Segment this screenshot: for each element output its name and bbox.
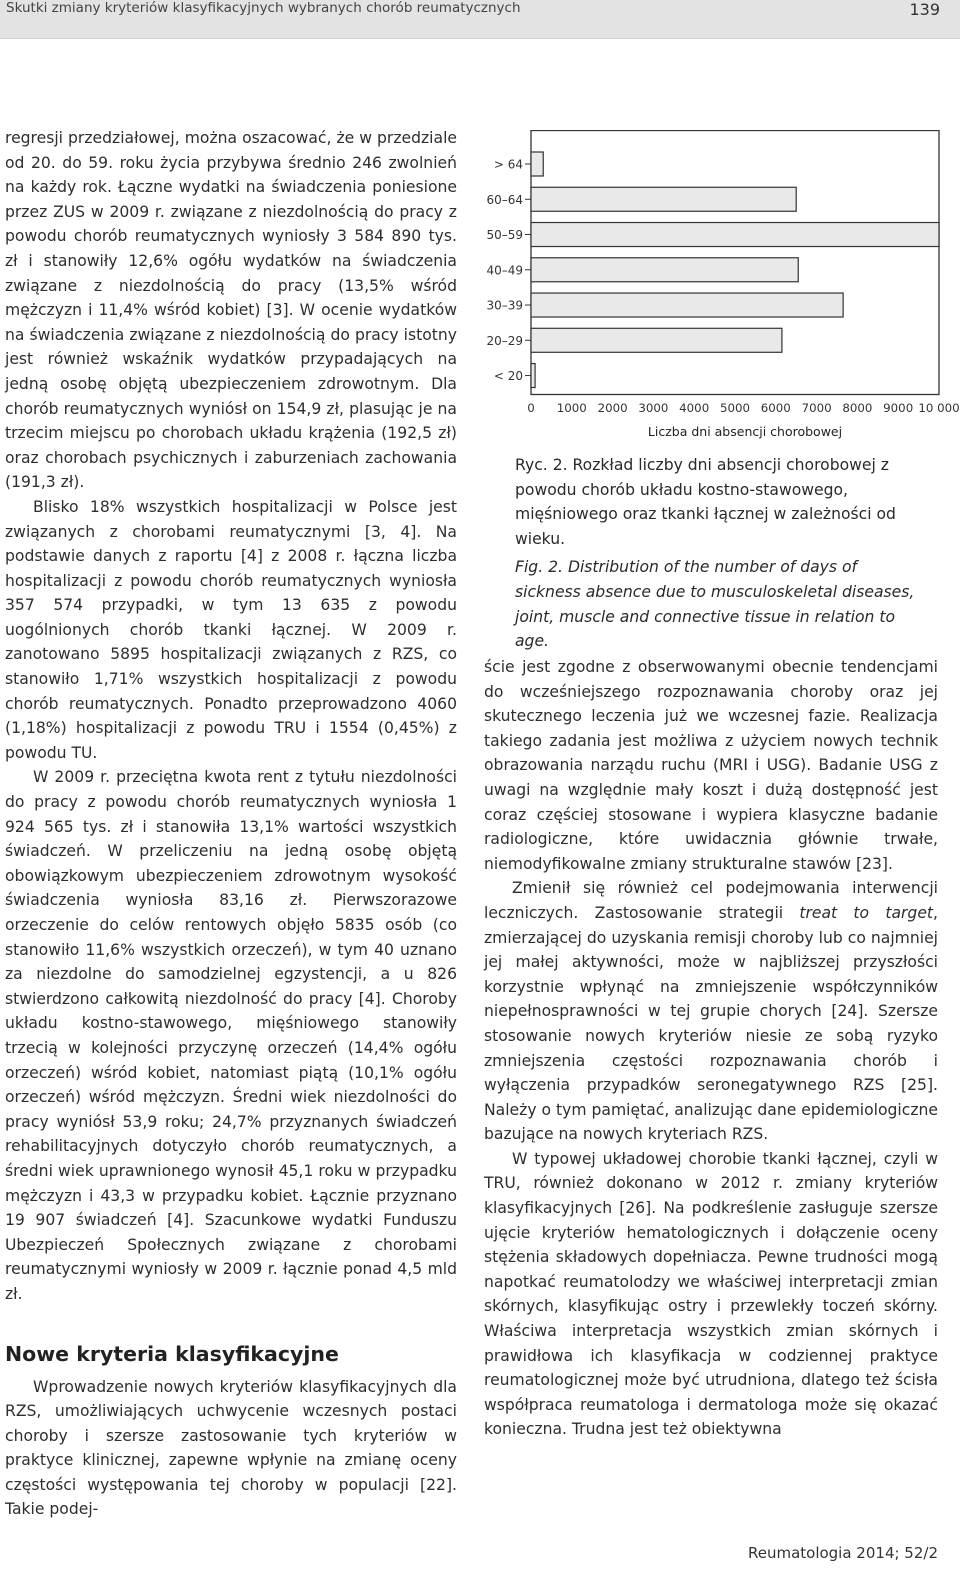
paragraph: W 2009 r. przeciętna kwota rent z tytułu niezdolności do pracy z powodu chorób reumatycznych wyniosła 1 924 565 tys. zł i stanowiła 13,1% wartości wszystkich świadczeń. W przeliczeniu na jedną osobę objętą obowiązkowym ubezpieczeniem zdrowotnym wysokość świadczenia wyniosła 83,16 zł. Pierwszorazowe orzeczenie do celów rentowych objęło 5835 osób (co stanowiło 11,6% wszystkich orzeczeń), w tym 40 uznano za niezdolne do samodzielnej egzystencji, a u 826 stwierdzono całkowitą niezdolność do pracy [4]. Choroby układu kostno-stawowego, mięśniowego stanowiły trzecią w kolejności przyczynę orzeczeń (14,4% ogółu orzeczeń) wśród kobiet, natomiast piątą (10,1% ogółu orzeczeń) wśród mężczyzn. Średni wiek niezdolności do pracy wyniósł 53,9 roku; 24,7% przyznanych świadczeń rehabilitacyjnych dotyczyło chorób reumatycznych, a średni wiek uprawnionego wynosił 45,1 roku w przypadku mężczyzn i 43,3 w przypadku kobiet. Łącznie przyznano 19 907 świadczeń [4]. Szacunkowe wydatki Funduszu Ubezpieczeń Społecznych związane z chorobami reumatycznymi wyniosły w 2009 r. łącznie ponad 4,5 mld zł. [5,768,457,1303]
y-tick-label: > 64 [493,157,523,172]
paragraph: regresji przedziałowej, można oszacować, że w przedziale od 20. do 59. roku życia przybywa średnio 246 zwolnień na każdy rok. Łączne wydatki na świadczenia poniesione przez ZUS w 2009 r. związane z niezdolnością do pracy z powodu chorób reumatycznych wyniosły 3 584 890 tys. zł i stanowiły 12,6% ogółu wydatków na świadczenia związane z niezdolnością do pracy (13,5% wśród mężczyzn i 11,4% wśród kobiet) [3]. W ocenie wydatków na świadczenia związane z niezdolnością do pracy istotny jest również wskaźnik wydatków przypadających na jedną osobę objętą ubezpieczeniem zdrowotnym. Dla chorób reumatycznych wyniósł on 154,9 zł, plasując je na trzecim miejscu po chorobach układu krążenia (192,5 zł) oraz chorobach psychicznych i zaburzeniach zachowania (191,3 zł). [5,129,457,492]
bar [531,364,535,388]
paragraph: ście jest zgodne z obserwowanymi obecnie tendencjami do wcześniejszego rozpoznawania choroby oraz jej skutecznego leczenia już we wczesnej fazie. Realizacja takiego zadania jest możliwa z użyciem nowych technik obrazowania narządu ruchu (MRI i USG). Badanie USG z uwagi na względnie mały koszt i dużą dostępność jest coraz częściej stosowane i wypiera klasyczne badanie radiologiczne, które uwidacznia głównie trwałe, niemodyfikowalne zmiany strukturalne stawów [23]. [484,658,938,873]
y-tick-label: < 20 [493,369,523,384]
left-column [5,126,457,1522]
running-header [0,0,960,39]
text-run: , zmierzającej do uzyskania remisji choroby lub co najmniej jej małej aktywności, może w najbliższej przyszłości korzystnie wpłynąć na zmniejszenie współczynników niepełnosprawności w tej grupie chorych [24]. Szersze stosowanie nowych kryteriów niesie ze sobą ryzyko zmniejszenia częstości rozpoznawania chorób i wyłączenia przypadków seronegatywnego RZS [25]. Należy o tym pamiętać, analizując dane epidemiologiczne bazujące na nowych kryteriach RZS. [484,903,939,1144]
x-tick-label: 10 000 [918,401,960,415]
y-tick-label: 50–59 [486,228,523,243]
x-tick-label: 4000 [679,401,710,415]
y-tick-label: 20–29 [486,333,523,348]
x-tick-label: 2000 [597,401,628,415]
x-tick-label: 1000 [556,401,587,415]
running-title: Skutki zmiany kryteriów klasyfikacyjnych wybranych chorób reumatycznych [6,0,521,16]
x-tick-label: 8000 [842,401,873,415]
section-heading: Nowe kryteria klasyfikacyjne [5,1341,339,1366]
chart-svg [480,130,960,446]
paragraph: Wprowadzenie nowych kryteriów klasyfikacyjnych dla RZS, umożliwiających uchwycenie wczesnych postaci choroby i szersze zastosowanie tych kryteriów w praktyce klinicznej, zapewne wpłynie na zmianę oceny częstości występowania tej choroby w populacji [22]. Takie podej- [5,1377,457,1519]
bar-chart [480,130,960,446]
y-tick-label: 40–49 [486,263,523,278]
y-tick-label: 30–39 [486,298,523,313]
x-tick-label: 9000 [883,401,914,415]
x-tick-label: 7000 [801,401,832,415]
x-tick-label: 3000 [638,401,669,415]
bar [531,152,543,176]
bar [531,258,798,282]
emphasis: treat to target [799,903,934,922]
x-tick-label: 6000 [760,401,791,415]
right-column [484,655,938,1442]
bar [531,187,796,211]
x-tick-label: 5000 [719,401,751,415]
y-tick-label: 60–64 [486,192,523,207]
caption-polish: Ryc. 2. Rozkład liczby dni absencji chorobowej z powodu chorób układu kostno-stawowego, mięśniowego oraz tkanki łącznej w zależności od wieku. [515,456,896,548]
bar [531,223,939,247]
journal-footer: Reumatologia 2014; 52/2 [747,1544,938,1562]
paragraph: W typowej układowej chorobie tkanki łącznej, czyli w TRU, również dokonano w 2012 r. zmiany kryteriów klasyfikacyjnych [26]. Na podkreślenie zasługuje szersze ujęcie kryteriów hematologicznych i dołączenie oceny stężenia składowych dopełniacza. Pewne trudności mogą napotkać reumatolodzy we właściwej interpretacji zmian skórnych, klasyfikując ostry i przewlekły toczeń skórny. Właściwa interpretacja wszystkich zmian skórnych i prawidłowa ich klasyfikacja w codziennej praktyce reumatologicznej może być utrudniona, dlatego też ścisła współpraca reumatologa i dermatologa może się okazać konieczna. Trudna jest też obiektywna [484,1149,938,1439]
x-tick-label: 0 [527,401,535,415]
caption-english: Fig. 2. Distribution of the number of days of sickness absence due to musculoskeletal diseases, joint, muscle and connective tissue in relation to age. [515,558,915,651]
x-axis-label: Liczba dni absencji chorobowej [647,424,843,439]
paragraph: Blisko 18% wszystkich hospitalizacji w Polsce jest związanych z chorobami reumatycznymi [3, 4]. Na podstawie danych z raportu [4] z 2008 r. łączna liczba hospitalizacji z powodu chorób reumatycznych wyniosła 357 574 przypadki, w tym 13 635 z powodu uogólnionych chorób tkanki łącznej. W 2009 r. zanotowano 5895 hospitalizacji związanych z RZS, co stanowiło 1,71% wszystkich hospitalizacji z powodu chorób reumatycznych. Ponadto przeprowadzono 4060 (1,18%) hospitalizacji z powodu TRU i 1554 (0,45%) z powodu TU. [5,497,457,762]
figure-caption [515,453,915,654]
page-number: 139 [909,0,940,19]
paragraph [484,876,938,1147]
bar [531,293,843,317]
bar [531,328,782,352]
text-run: Zmienił się również cel podejmowania interwencji leczniczych. Zastosowanie strategii [484,879,938,922]
